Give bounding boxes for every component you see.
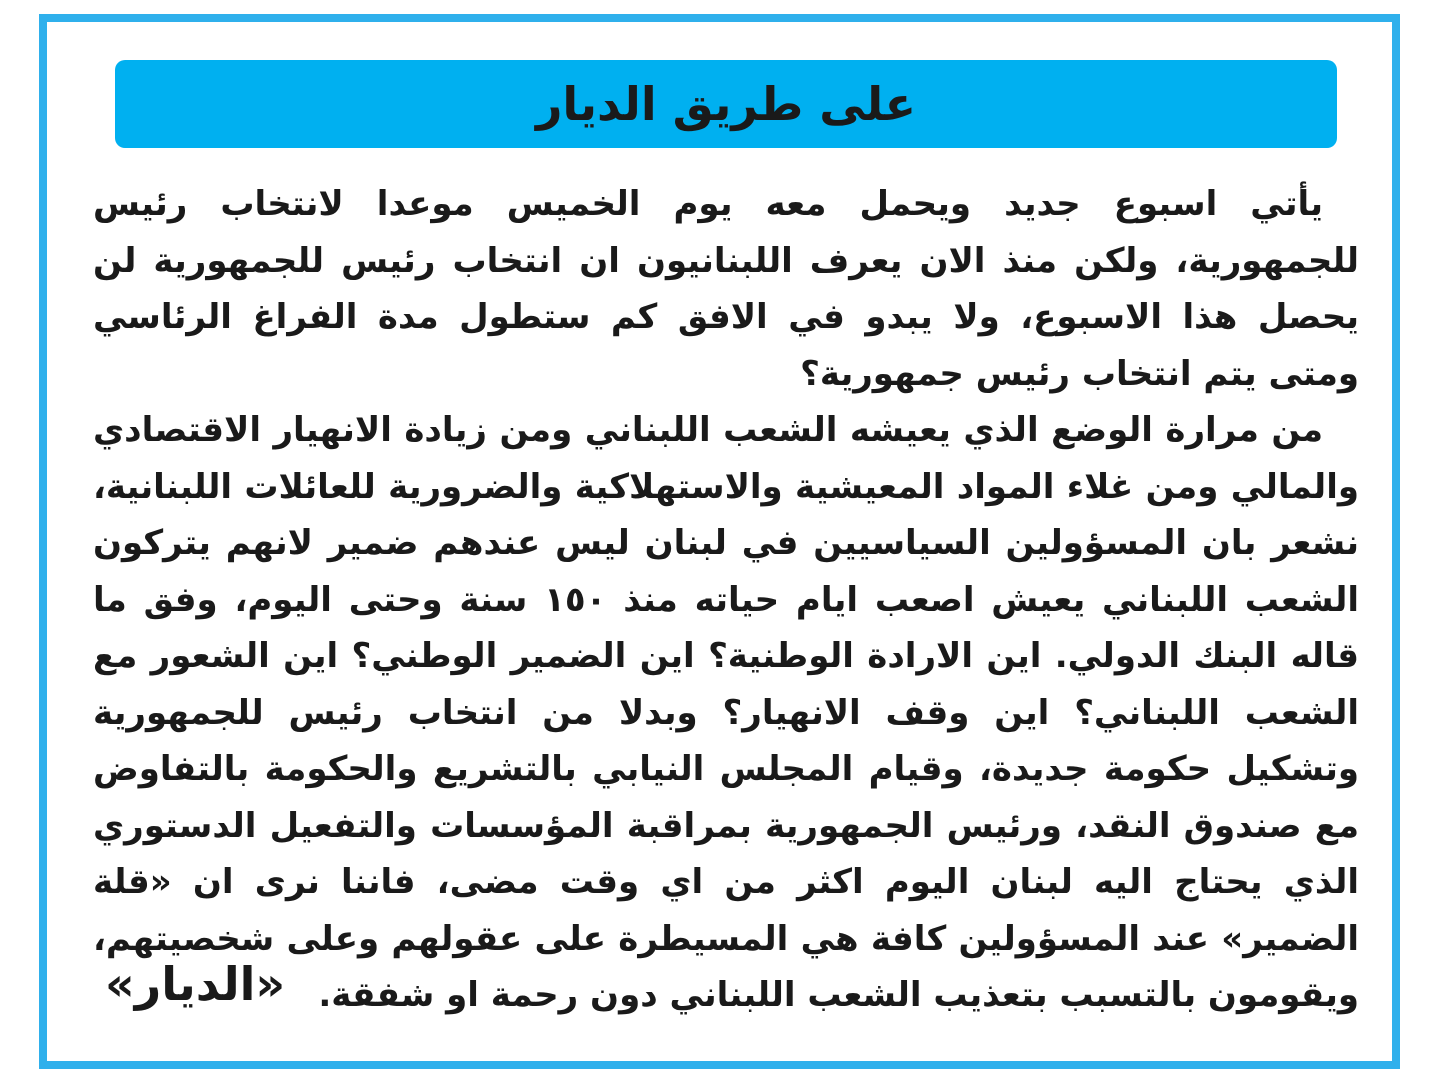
- article-frame: [39, 14, 1400, 1069]
- signature: «الديار»: [105, 957, 286, 1011]
- article-body: [93, 176, 1359, 1024]
- column-title: على طريق الديار: [535, 77, 917, 131]
- article-paragraph-2: من مرارة الوضع الذي يعيشه الشعب اللبناني ومن زيادة الانهيار الاقتصادي والمالي ومن غلاء المواد المعيشية والاستهلاكية والضرورية للعائلات اللبنانية، نشعر بان المسؤولين السياسيين في لبنان ليس عندهم ضمير لانهم يتركون الشعب اللبناني يعيش اصعب ايام حياته منذ ١٥٠ سنة وحتى اليوم، وفق ما قاله البنك الدولي. اين الارادة الوطنية؟ اين الضمير الوطني؟ اين الشعور مع الشعب اللبناني؟ اين وقف الانهيار؟ وبدلا من انتخاب رئيس للجمهورية وتشكيل حكومة جديدة، وقيام المجلس النيابي بالتشريع والحكومة بالتفاوض مع صندوق النقد، ورئيس الجمهورية بمراقبة المؤسسات والتفعيل الدستوري الذي يحتاج اليه لبنان اليوم اكثر من اي وقت مضى، فاننا نرى ان «قلة الضمير» عند المسؤولين كافة هي المسيطرة على عقولهم وعلى شخصيتهم، ويقومون بالتسبب بتعذيب الشعب اللبناني دون رحمة او شفقة.: [93, 410, 1359, 1015]
- title-banner: [115, 60, 1337, 148]
- article-paragraph-1: يأتي اسبوع جديد ويحمل معه يوم الخميس موعدا لانتخاب رئيس للجمهورية، ولكن منذ الان يعرف اللبنانيون ان انتخاب رئيس للجمهورية لن يحصل هذا الاسبوع، ولا يبدو في الافق كم ستطول مدة الفراغ الرئاسي ومتى يتم انتخاب رئيس جمهورية؟: [93, 184, 1359, 394]
